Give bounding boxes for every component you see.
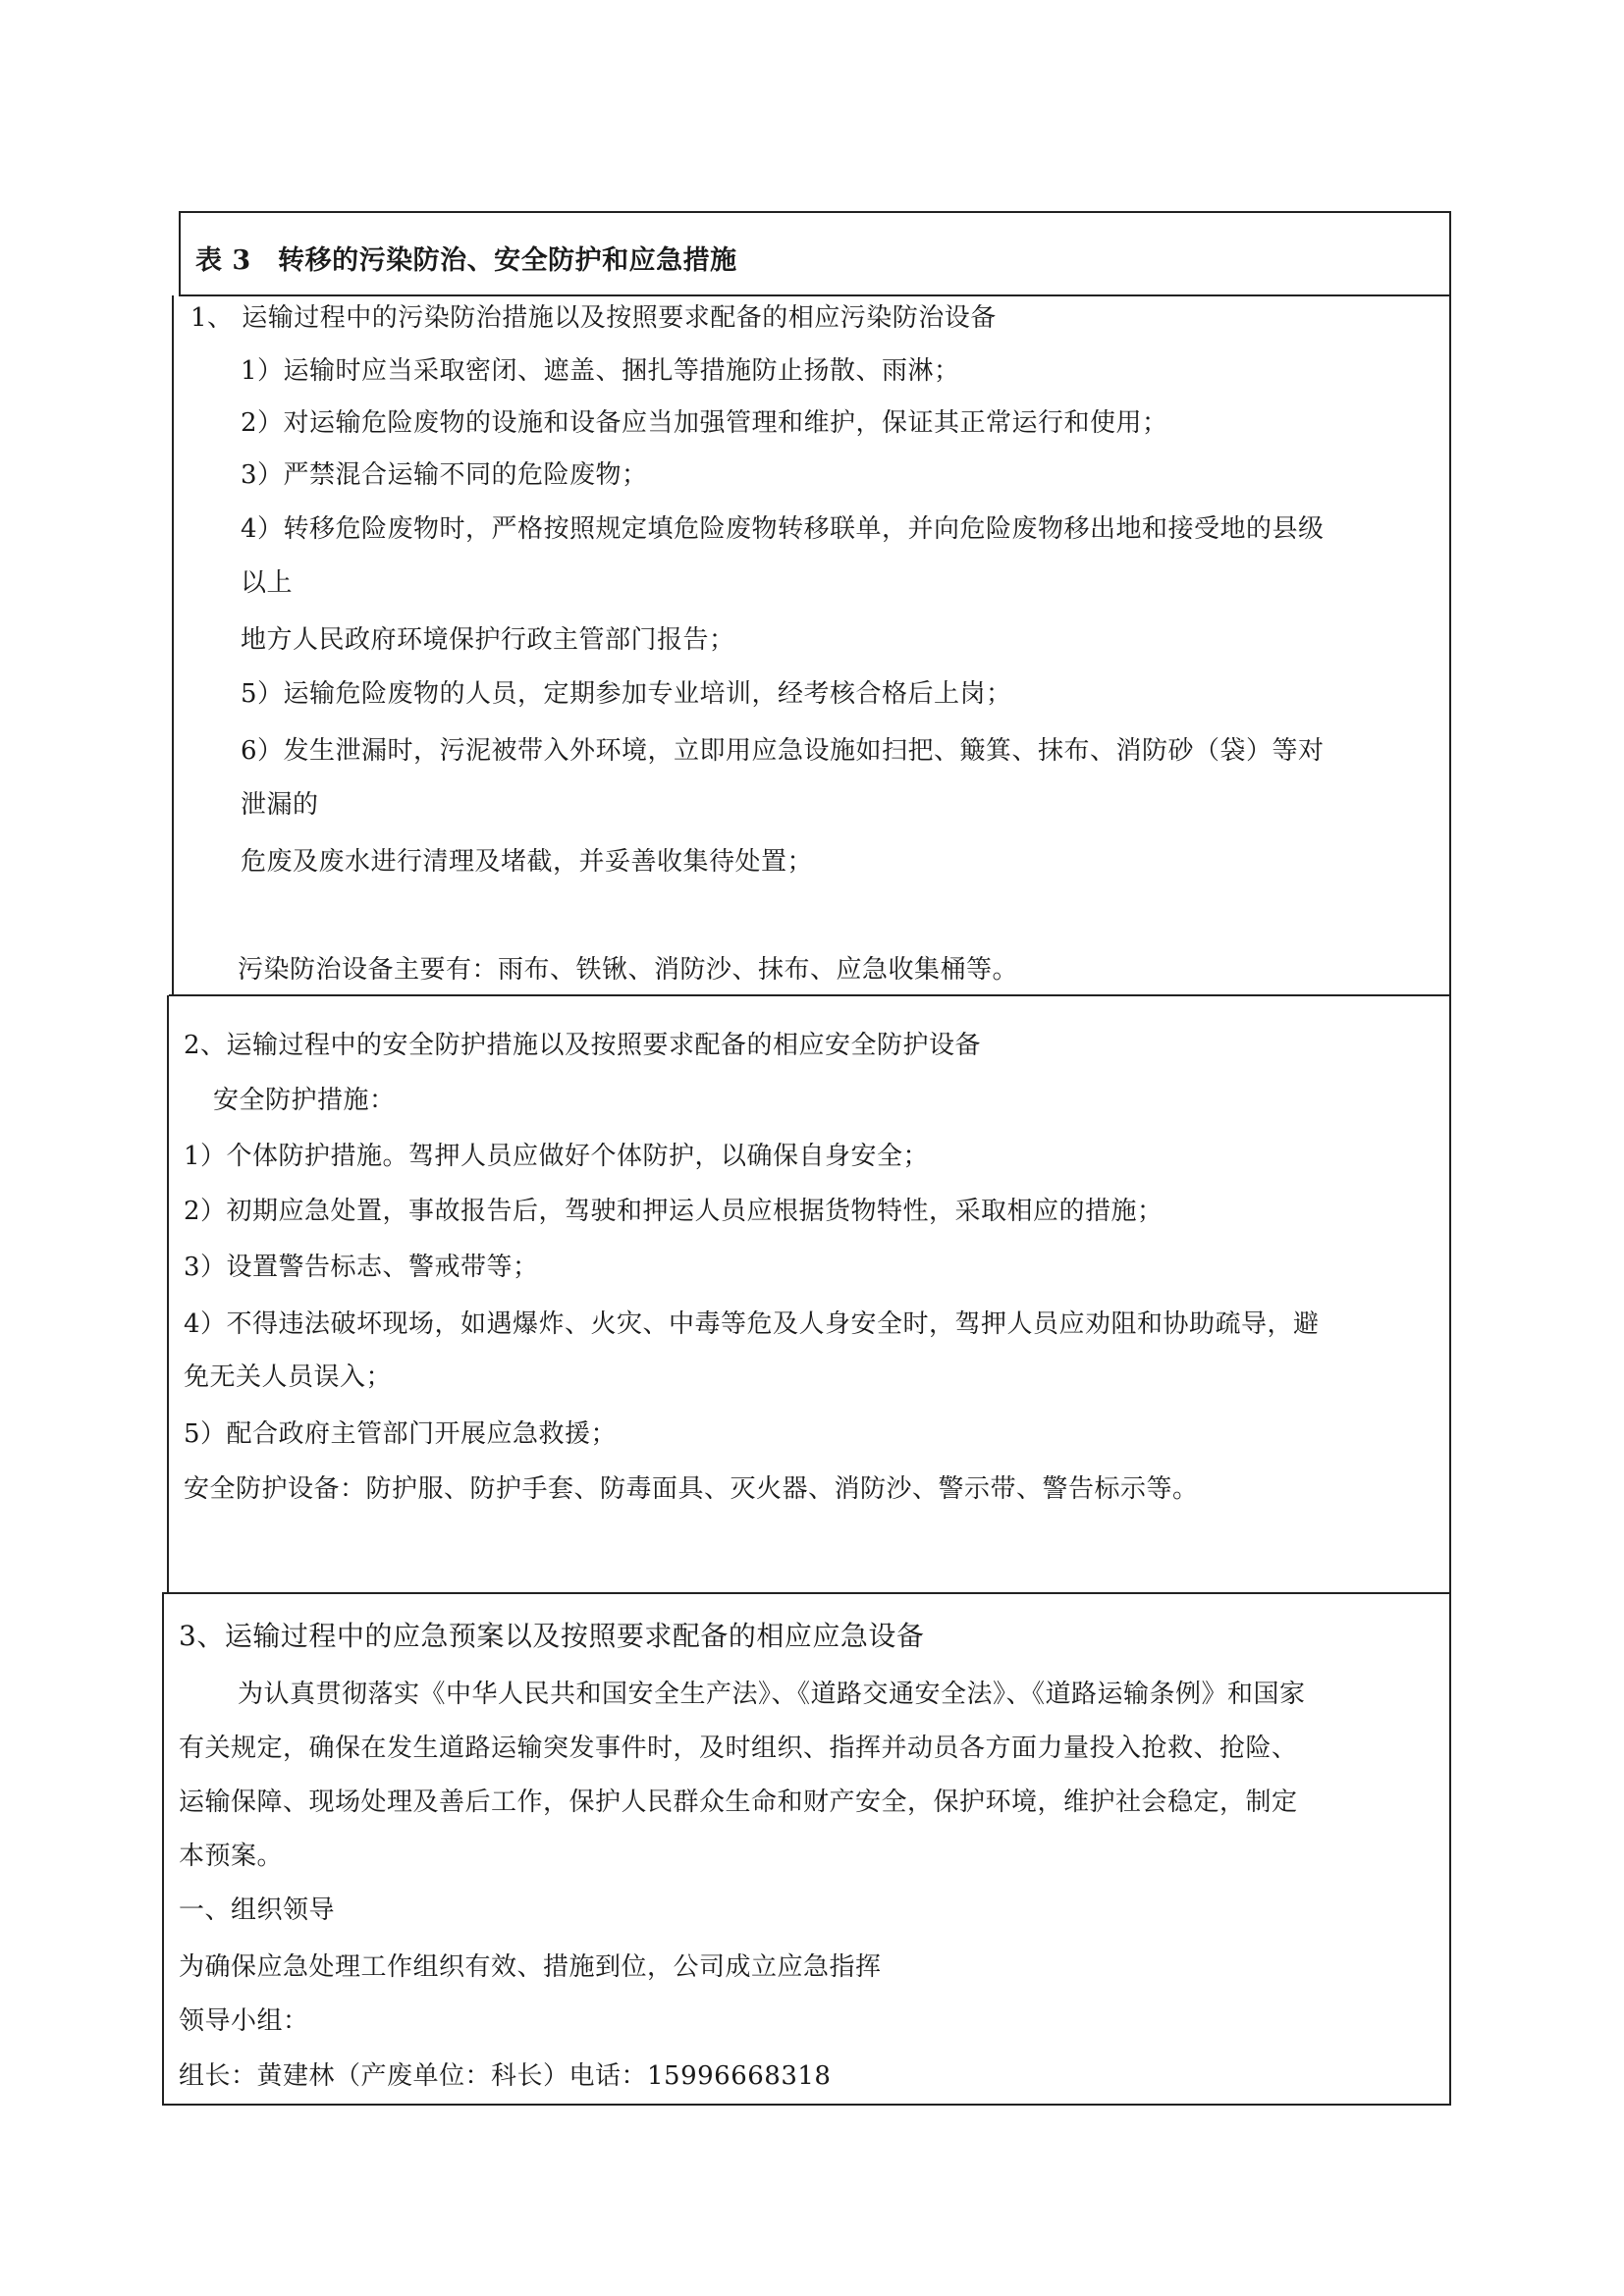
- section2-subheading: 安全防护措施：: [213, 1086, 396, 1115]
- section2-line: 2）初期应急处置，事故报告后，驾驶和押运人员应根据货物特性，采取相应的措施；: [184, 1197, 1164, 1226]
- section3-heading: 3、运输过程中的应急预案以及按照要求配备的相应应急设备: [179, 1620, 925, 1652]
- section2-heading: 2、运输过程中的安全防护措施以及按照要求配备的相应安全防护设备: [184, 1031, 982, 1060]
- section1-line: 5）运输危险废物的人员，定期参加专业培训，经考核合格后上岗；: [241, 679, 1012, 709]
- section3-line: 为认真贯彻落实《中华人民共和国安全生产法》、《道路交通安全法》、《道路运输条例》和国家: [238, 1680, 1306, 1709]
- section3-line: 有关规定，确保在发生道路运输突发事件时，及时组织、指挥并动员各方面力量投入抢救、抢险、: [179, 1734, 1298, 1763]
- section2-line: 免无关人员误入；: [184, 1362, 393, 1392]
- section1-line: 6）发生泄漏时，污泥被带入外环境，立即用应急设施如扫把、簸箕、抹布、消防砂（袋）等对: [241, 736, 1325, 766]
- section2-line: 3）设置警告标志、警戒带等；: [184, 1253, 539, 1282]
- section1-line: 以上: [241, 568, 294, 598]
- section-safety-protection: [167, 995, 1451, 1593]
- section3-line: 组长：黄建林（产废单位：科长）电话：15996668318: [179, 2061, 832, 2091]
- section2-line: 1）个体防护措施。驾押人员应做好个体防护，以确保自身安全；: [184, 1142, 930, 1171]
- section3-line: 领导小组：: [179, 2006, 309, 2036]
- section1-line: 1）运输时应当采取密闭、遮盖、捆扎等措施防止扬散、雨淋；: [241, 356, 960, 386]
- table-title: 表 3 转移的污染防治、安全防护和应急措施: [195, 245, 737, 276]
- section2-line: 4）不得违法破坏现场，如遇爆炸、火灾、中毒等危及人身安全时，驾押人员应劝阻和协助疏导，避: [184, 1309, 1320, 1339]
- section1-line: 泄漏的: [241, 790, 319, 820]
- table-title-cell: [179, 211, 1451, 295]
- section2-equipment: 安全防护设备：防护服、防护手套、防毒面具、灭火器、消防沙、警示带、警告标示等。: [184, 1474, 1199, 1504]
- section3-line: 运输保障、现场处理及善后工作，保护人民群众生命和财产安全，保护环境，维护社会稳定，制定: [179, 1788, 1298, 1817]
- section1-heading: 1、 运输过程中的污染防治措施以及按照要求配备的相应污染防治设备: [190, 303, 997, 333]
- section1-equipment: 污染防治设备主要有：雨布、铁锹、消防沙、抹布、应急收集桶等。: [238, 955, 1019, 985]
- section1-line: 3）严禁混合运输不同的危险废物；: [241, 460, 648, 490]
- section-emergency-plan: [162, 1593, 1451, 2106]
- section3-line: 一、组织领导: [179, 1896, 336, 1925]
- section1-line: 地方人民政府环境保护行政主管部门报告；: [241, 625, 735, 655]
- section-pollution-prevention: [172, 295, 1451, 994]
- section2-line: 5）配合政府主管部门开展应急救援；: [184, 1419, 618, 1449]
- section3-line: 为确保应急处理工作组织有效、措施到位，公司成立应急指挥: [179, 1952, 882, 1982]
- section3-line: 本预案。: [179, 1842, 284, 1871]
- section1-line: 4）转移危险废物时，严格按照规定填危险废物转移联单，并向危险废物移出地和接受地的县级: [241, 514, 1325, 544]
- section1-line: 2）对运输危险废物的设施和设备应当加强管理和维护，保证其正常运行和使用；: [241, 408, 1168, 438]
- section1-line: 危废及废水进行清理及堵截，并妥善收集待处置；: [241, 847, 814, 877]
